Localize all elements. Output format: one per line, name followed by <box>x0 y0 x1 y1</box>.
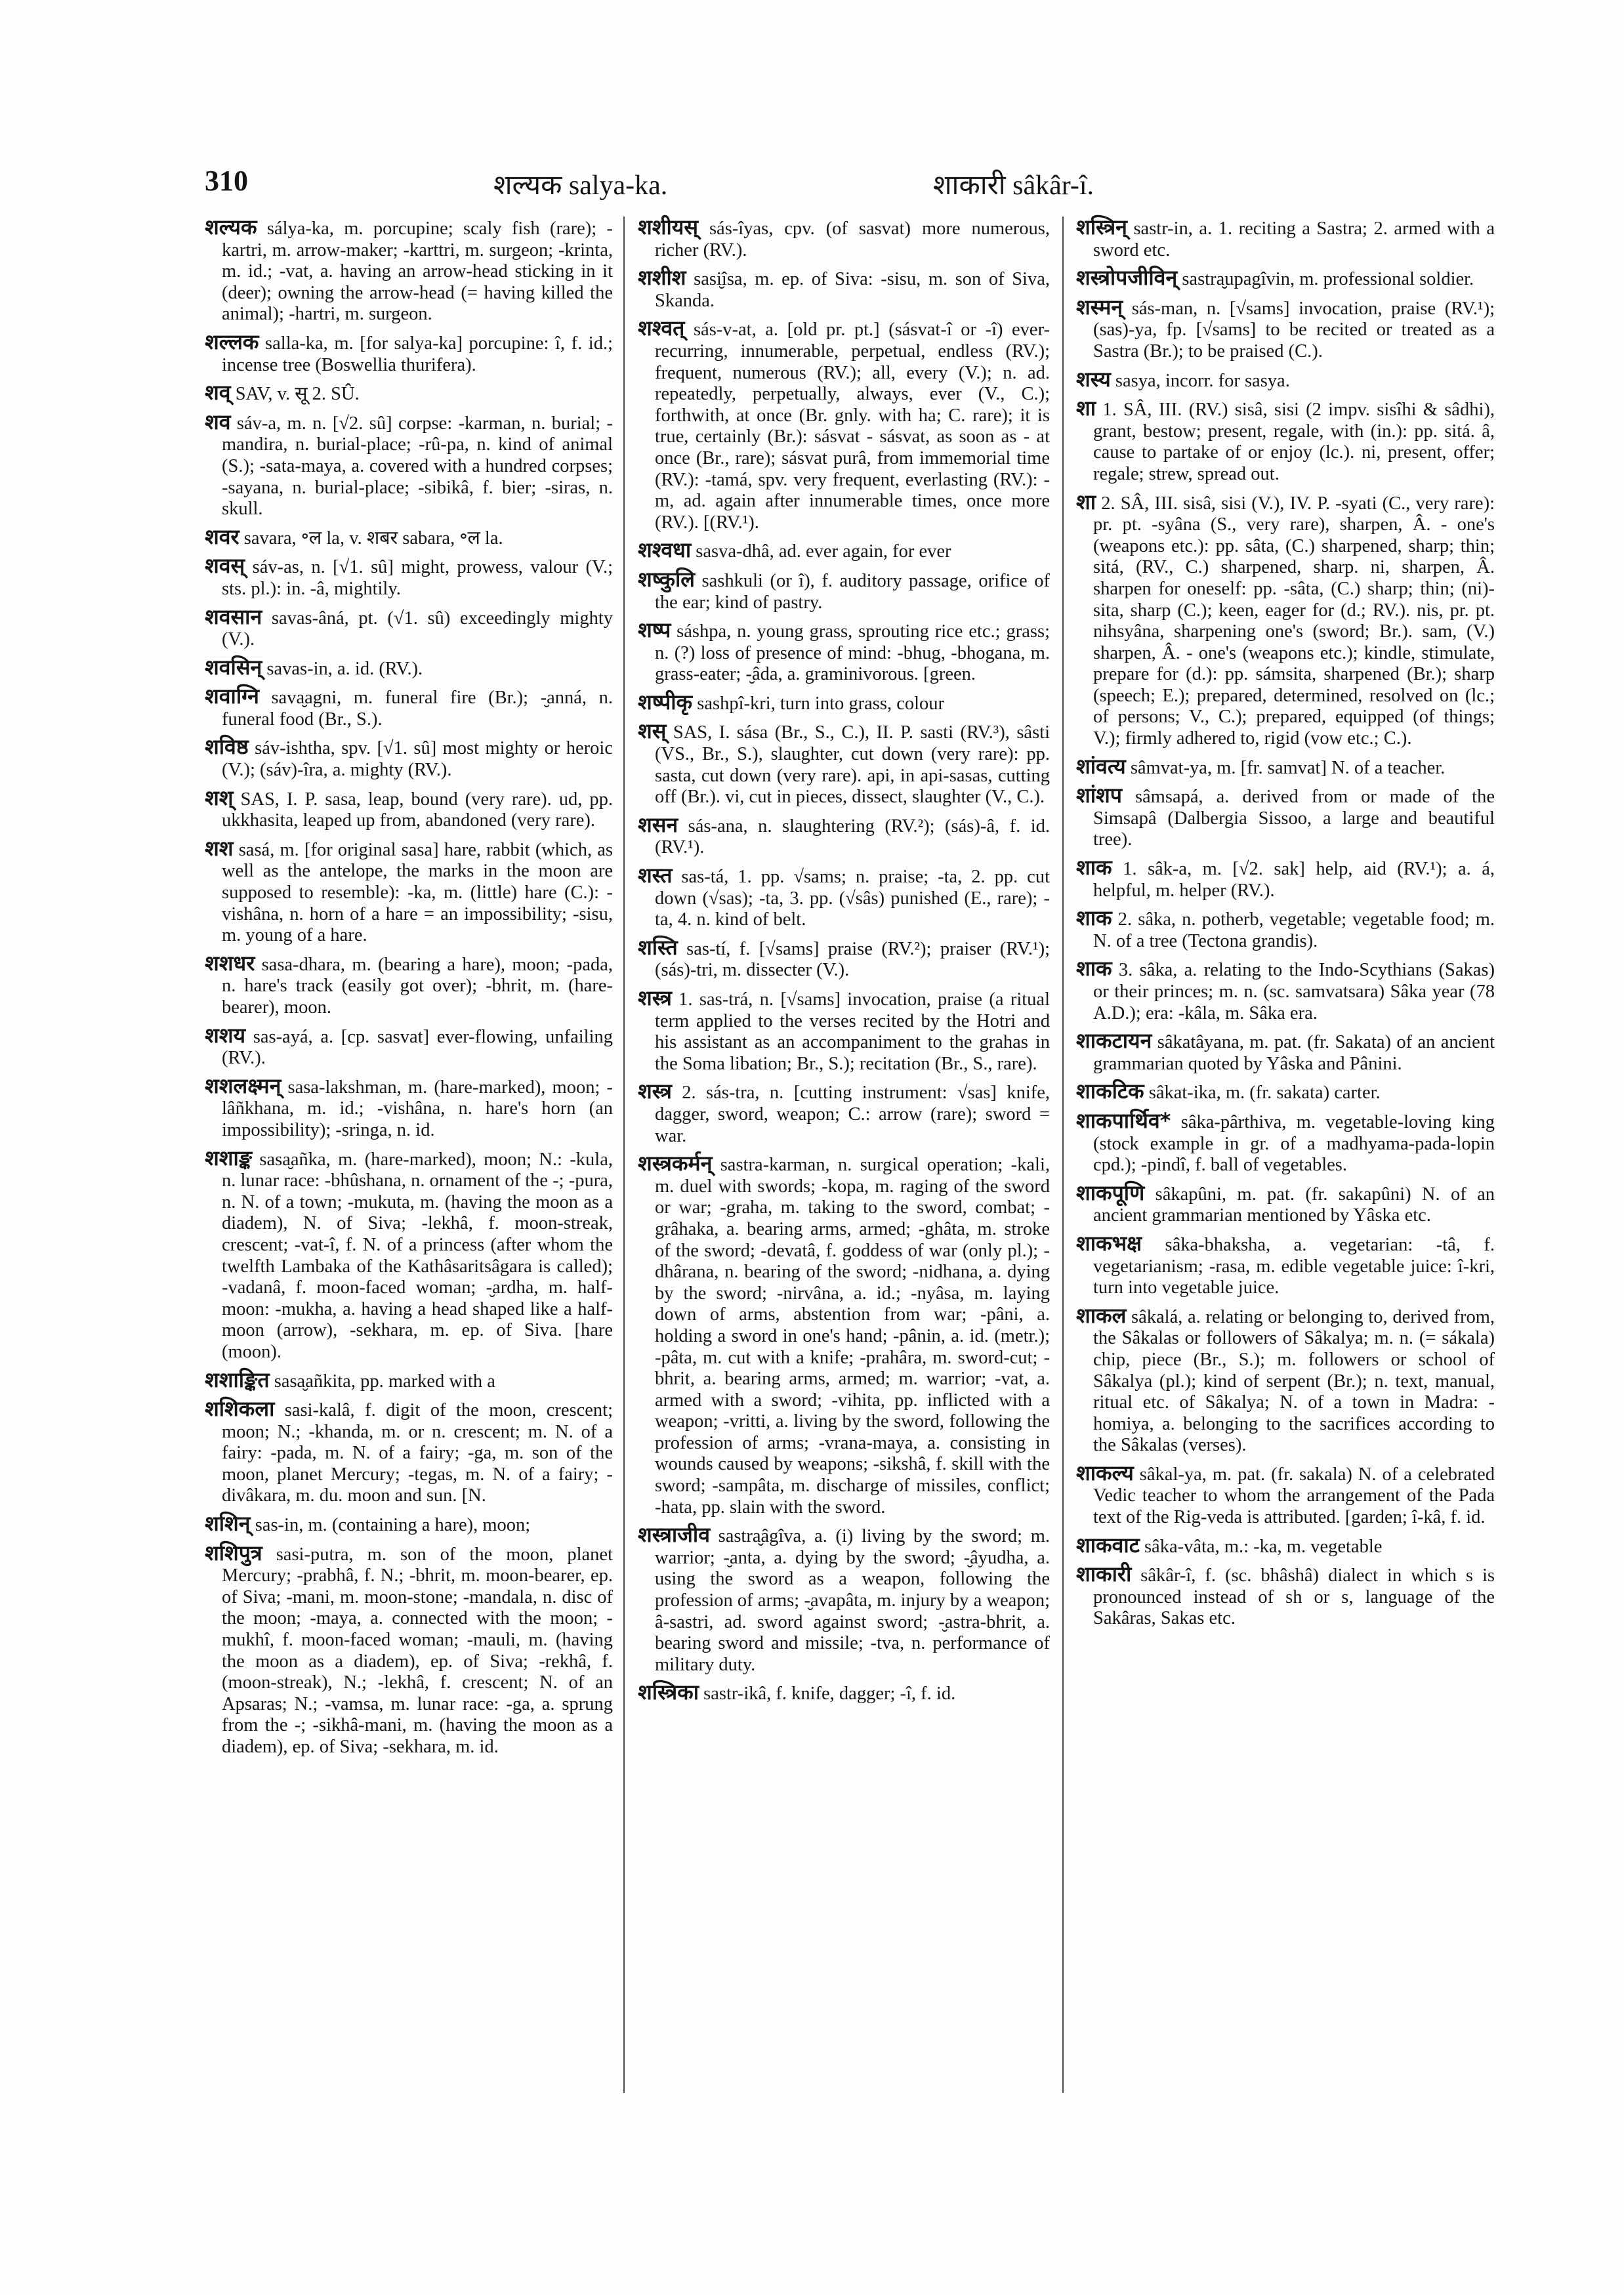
entry-headword: शल्लक <box>205 329 259 354</box>
entry-headword: शविष्ठ <box>205 734 249 760</box>
dictionary-entry <box>638 217 1050 261</box>
entry-headword: शव् <box>205 380 231 405</box>
entry-headword: शाकपार्थिव* <box>1076 1107 1171 1133</box>
dictionary-entry <box>638 539 1050 563</box>
entry-definition: sâkatâyana, m. pat. (fr. Sakata) of an ancient grammarian quoted by Yâska and Pânini. <box>1093 1032 1495 1074</box>
dictionary-entry <box>1076 217 1495 261</box>
dictionary-entry <box>638 267 1050 312</box>
entry-headword: शा <box>1076 396 1096 421</box>
dictionary-entry <box>205 217 613 325</box>
entry-headword: शांशप <box>1076 783 1122 808</box>
dictionary-entry <box>638 720 1050 808</box>
dictionary-entry <box>1076 491 1495 750</box>
entry-definition: sâkat-ika, m. (fr. sakata) carter. <box>1144 1083 1381 1104</box>
entry-definition: sâka-vâta, m.: -ka, m. vegetable <box>1139 1536 1383 1557</box>
entry-definition: 1. sas-trá, n. [√sams] invocation, praise (a ritual term applied to the verses recited by the Hotri and his assistant as an accompaniment to the grahas in the Soma libation; Br., S.); recitation (Br., S., rare). <box>655 989 1050 1074</box>
dictionary-entry <box>1076 1030 1495 1075</box>
entry-headword: शवर <box>205 524 239 549</box>
entry-definition: sâkapûni, m. pat. (fr. sakapûni) N. of an ancient grammarian mentioned by Yâska etc. <box>1093 1184 1495 1226</box>
entry-definition: sasá, m. [for original sasa] hare, rabbit (which, as well as the antelope, the marks in the moon are supposed to resemble): -ka, m. (little) hare (C.): -vishâna, n. horn of a hare = an impossibility; -sisu, m. young of a hare. <box>222 839 613 946</box>
entry-definition: savas-âná, pt. (√1. sû) exceedingly mighty (V.). <box>222 608 613 650</box>
entry-definition: SAV, v. सू 2. SÛ. <box>230 384 360 405</box>
left-running-head: शल्यक salya-ka. <box>493 171 668 201</box>
entry-definition: sas-tí, f. [√sams] praise (RV.²); praiser (RV.¹); (sás)-tri, m. dissecter (V.). <box>655 938 1050 981</box>
entry-headword: शाक <box>1076 905 1112 931</box>
entry-headword: शवसिन् <box>205 654 262 680</box>
entry-definition: sas-tá, 1. pp. √sams; n. praise; -ta, 2. pp. cut down (√sas); -ta, 3. pp. (√sâs) punished (E., rare); -ta, 4. n. kind of belt. <box>655 867 1050 930</box>
right-running-head: शाकारी sâkâr-î. <box>933 171 1094 201</box>
entry-headword: शस्मन् <box>1076 294 1123 320</box>
entry-headword: शस्य <box>1076 366 1111 392</box>
entry-headword: शाक <box>1076 956 1112 982</box>
dictionary-entry <box>1076 1302 1495 1457</box>
entry-definition: 2. sás-tra, n. [cutting instrument: √sas] knife, dagger, sword, weapon; C.: arrow (rare); sword = war. <box>655 1083 1050 1146</box>
entry-definition: sâka-bhaksha, a. vegetarian: -tâ, f. vegetarianism; -rasa, m. edible vegetable juice: î-kri, turn into vegetable juice. <box>1093 1234 1495 1298</box>
dictionary-entry <box>205 411 613 520</box>
dictionary-entry <box>205 950 613 1019</box>
entry-definition: sava̮agni, m. funeral fire (Br.); -̮anná, n. funeral food (Br., S.). <box>222 688 613 730</box>
dictionary-entry <box>1076 267 1495 291</box>
entry-definition: sás-îyas, cpv. (of sasvat) more numerous, richer (RV.). <box>655 218 1050 260</box>
entry-definition: sâkal-ya, m. pat. (fr. sakala) N. of a celebrated Vedic teacher to whom the arrangement of the Pada text of the Rig-veda is attributed. [garden; î-kâ, f. id. <box>1093 1464 1495 1528</box>
entry-definition: sashpî-kri, turn into grass, colour <box>692 693 945 714</box>
entry-headword: शवाग्नि <box>205 684 259 709</box>
entry-headword: शाकटिक <box>1076 1079 1144 1104</box>
dictionary-entry <box>205 835 613 947</box>
entry-definition: sasa̮añka, m. (hare-marked), moon; N.: -kula, n. lunar race: -bhûshana, n. ornament of the -; -pura, n. N. of a town; -mukuta, m. (having the moon as a diadem), N. of Siva; -lekhâ, f. moon-streak, crescent; -vat-î, f. N. of a princess (after whom the twelfth Lambaka of the Kathâsaritsâgara is called); -vadanâ, f. moon-faced woman; -̮ardha, m. half-moon: -mukha, a. having a head shaped like a half-moon (arrow), -sekhara, m. ep. of Siva. [hare (moon). <box>222 1149 613 1362</box>
dictionary-entry <box>638 814 1050 859</box>
dictionary-entry <box>638 619 1050 686</box>
entry-headword: शस्त्रिका <box>638 1680 699 1705</box>
dictionary-column-2 <box>638 217 1050 1711</box>
dictionary-entry <box>1076 958 1495 1024</box>
dictionary-entry <box>1076 1182 1495 1227</box>
entry-headword: शस्त्र <box>638 985 672 1010</box>
entry-headword: शश्वधा <box>638 537 692 563</box>
dictionary-entry <box>638 987 1050 1075</box>
entry-definition: 1. sâk-a, m. [√2. sak] help, aid (RV.¹); a. á, helpful, m. helper (RV.). <box>1093 859 1495 901</box>
dictionary-entry <box>205 1398 613 1507</box>
dictionary-entry <box>638 689 1050 715</box>
entry-headword: शस्त्राजीव <box>638 1522 710 1548</box>
entry-definition: sás-ana, n. slaughtering (RV.²); (sás)-â, f. id. (RV.¹). <box>655 816 1050 858</box>
entry-definition: sasa̮añkita, pp. marked with a <box>269 1371 495 1392</box>
entry-definition: sâmvat-ya, m. [fr. samvat] N. of a teacher. <box>1125 757 1446 778</box>
entry-headword: शशिकला <box>205 1396 275 1422</box>
dictionary-entry <box>205 736 613 781</box>
entry-definition: sastra̮upagîvin, m. professional soldier. <box>1177 269 1474 290</box>
entry-headword: शश्वत् <box>638 316 685 341</box>
entry-definition: 3. sâka, a. relating to the Indo-Scythians (Sakas) or their princes; m. n. (sc. samvatsara) Sâka year (78 A.D.); era: -kâla, m. Sâka era. <box>1093 960 1495 1023</box>
dictionary-entry <box>1076 1107 1495 1176</box>
entry-headword: शष्प <box>638 617 671 643</box>
entry-headword: शशिपुत्र <box>205 1540 262 1565</box>
dictionary-entry <box>1076 1230 1495 1299</box>
entry-headword: शसन <box>638 812 678 837</box>
dictionary-entry <box>205 1075 613 1142</box>
entry-definition: savara, ॰ल la, v. शबर sabara, ॰ल la. <box>239 527 503 548</box>
entry-headword: शशलक्ष्मन् <box>205 1073 281 1098</box>
dictionary-entry <box>1076 366 1495 392</box>
entry-definition: sás-man, n. [√sams] invocation, praise (RV.¹); (sas)-ya, fp. [√sams] to be recited or treated as a Sastra (Br.); to be praised (C.). <box>1093 298 1495 362</box>
entry-definition: SAS, I. P. sasa, leap, bound (very rare). ud, pp. ukkhasita, leaped up from, abandoned (very rare). <box>222 789 613 831</box>
dictionary-entry <box>205 787 613 832</box>
entry-headword: शस्त्रिन् <box>1076 215 1127 239</box>
entry-definition: sashkuli (or î), f. auditory passage, orifice of the ear; kind of pastry. <box>655 570 1050 613</box>
dictionary-entry <box>1076 1081 1495 1104</box>
entry-headword: शव <box>205 409 231 434</box>
entry-headword: शवस् <box>205 553 245 579</box>
entry-definition: sâkalá, a. relating or belonging to, derived from, the Sâkalas or followers of Sâkalya; m. n. (= sákala) chip, piece (Br., S.); m. followers or school of Sâkalya (pl.); kind of serpent (Br.); n. text, manual, ritual etc. of Sâkalya; N. of a town in Madra: -homiya, a. belonging to the sacrifices according to the Sâkalas (verses). <box>1093 1306 1495 1456</box>
dictionary-entry <box>1076 1532 1495 1558</box>
dictionary-entry <box>638 1682 1050 1705</box>
entry-definition: 2. sâka, n. potherb, vegetable; vegetable food; m. N. of a tree (Tectona grandis). <box>1093 909 1495 951</box>
entry-headword: शाकटायन <box>1076 1028 1152 1054</box>
entry-headword: शष्पीकृ <box>638 689 693 714</box>
dictionary-column-1 <box>205 217 613 1764</box>
entry-headword: शाकल <box>1076 1302 1127 1328</box>
dictionary-entry <box>638 865 1050 931</box>
dictionary-entry <box>1076 857 1495 901</box>
entry-definition: sastr-ikâ, f. knife, dagger; -î, f. id. <box>699 1684 956 1705</box>
entry-headword: शाकारी <box>1076 1561 1132 1587</box>
entry-definition: sasa-dhara, m. (bearing a hare), moon; -pada, n. hare's track (easily got over); -bhrit, m. (hare-bearer), moon. <box>222 954 613 1018</box>
entry-definition: savas-in, a. id. (RV.). <box>262 658 423 679</box>
page-number: 310 <box>205 165 248 197</box>
entry-headword: शाकभक्ष <box>1076 1230 1142 1256</box>
running-header <box>205 164 1451 210</box>
entry-headword: शस्त्र <box>638 1079 672 1104</box>
entry-definition: sáshpa, n. young grass, sprouting rice etc.; grass; n. (?) loss of presence of mind: -bhug, -bhogana, m. grass-eater; -̮âda, a. graminivorous. [green. <box>655 621 1050 685</box>
dictionary-entry <box>638 566 1050 613</box>
entry-definition: sâka-pârthiva, m. vegetable-loving king (stock example in gr. of a madhyama-pada-lopin cpd.); -pindî, f. ball of vegetables. <box>1093 1111 1495 1176</box>
entry-definition: sáv-ishtha, spv. [√1. sû] most mighty or heroic (V.); (sáv)-îra, a. mighty (RV.). <box>222 738 613 781</box>
entry-definition: sáv-a, m. n. [√2. sû] corpse: -karman, n. burial; -mandira, n. burial-place; -rû-pa, n. kind of animal (S.); -sata-maya, a. covered with a hundred corpses; -sayana, n. burial-place; -sibikâ, f. bier; -siras, n. skull. <box>222 413 613 520</box>
entry-definition: sastr-in, a. 1. reciting a Sastra; 2. armed with a sword etc. <box>1093 218 1495 260</box>
entry-headword: शवसान <box>205 604 262 629</box>
entry-headword: शा <box>1076 489 1096 514</box>
entry-headword: शाकवाट <box>1076 1532 1140 1558</box>
entry-definition: sâmsapá, a. derived from or made of the Simsapâ (Dalbergia Sissoo, a large and beautiful tree). <box>1093 787 1495 850</box>
dictionary-entry <box>205 526 613 550</box>
entry-definition: sasya, incorr. for sasya. <box>1110 370 1290 391</box>
entry-headword: शशय <box>205 1022 246 1048</box>
entry-definition: sasi̮îsa, m. ep. of Siva: -sisu, m. son of Siva, Skanda. <box>655 269 1050 311</box>
entry-headword: शष्कुलि <box>638 566 695 592</box>
dictionary-entry <box>205 1369 613 1393</box>
dictionary-entry <box>205 1022 613 1069</box>
entry-definition: salla-ka, m. [for salya-ka] porcupine: î, f. id.; incense tree (Boswellia thurifera). <box>222 333 613 375</box>
entry-definition: sastra-karman, n. surgical operation; -kali, m. duel with swords; -kopa, m. raging of the sword or war; -graha, m. taking to the sword, combat; -grâhaka, a. bearing arms, armed; -ghâta, m. stroke of the sword; -devatâ, f. goddess of war (only pl.); -dhârana, n. bearing of the sword; -nidhana, a. dying by the sword; -nirvâna, a. id.; -nyâsa, m. laying down of arms, abstention from war; -pâni, a. holding a sword in one's hand; -pânin, a. id. (metr.); -pâta, m. cut with a knife; -prahâra, m. sword-cut; -bhrit, a. bearing arms, armed; m. warrior; -vat, a. armed with a sword; -vihita, pp. inflicted with a weapon; -vritti, a. living by the sword, following the profession of arms; -vrana-maya, a. consisting in wounds caused by weapons; -sikshâ, f. skill with the sword; -sampâta, m. discharge of missiles, conflict; -hata, pp. slain with the sword. <box>655 1155 1050 1518</box>
entry-headword: शांवत्य <box>1076 753 1126 779</box>
entry-headword: शल्यक <box>205 215 257 239</box>
entry-definition: sâkâr-î, f. (sc. bhâshâ) dialect in which s is pronounced instead of sh or s, language of the Sakâras, Sakas etc. <box>1093 1565 1495 1629</box>
dictionary-entry <box>205 382 613 405</box>
dictionary-entry <box>205 686 613 730</box>
dictionary-entry <box>1076 785 1495 851</box>
dictionary-column-3 <box>1076 217 1495 1636</box>
entry-headword: शाक <box>1076 855 1112 880</box>
entry-definition: sasva-dhâ, ad. ever again, for ever <box>691 541 951 562</box>
entry-headword: शस्त्रोपजीविन् <box>1076 265 1178 291</box>
column-divider <box>623 217 625 2093</box>
entry-headword: शशीयस् <box>638 215 699 239</box>
dictionary-entry <box>1076 294 1495 363</box>
entry-definition: sasa-lakshman, m. (hare-marked), moon; -lâñkhana, m. id.; -vishâna, n. hare's horn (an impossibility); -sringa, n. id. <box>222 1077 613 1140</box>
entry-definition: sáv-as, n. [√1. sû] might, prowess, valour (V.; sts. pl.): in. -â, mightily. <box>222 557 613 599</box>
entry-definition: sás-v-at, a. [old pr. pt.] (sásvat-î or -î) ever-recurring, innumerable, perpetual, endless (RV.); frequent, numerous (RV.); all, every (V.); n. ad. repeatedly, perpetually, always, ever (V., C.); forthwith, at once (Br. gnly. with ha; C. rare); it is true, certainly (Br.): sásvat - sásvat, as soon as - at once (Br., rare); sásvat purâ, from immemorial time (RV.): -tamá, spv. very frequent, everlasting (RV.): -m, ad. again after innumerable times, once more (RV.). [(RV.¹). <box>655 320 1050 533</box>
dictionary-entry <box>638 1153 1050 1518</box>
dictionary-entry <box>205 555 613 600</box>
entry-definition: sálya-ka, m. porcupine; scaly fish (rare); -kartri, m. arrow-maker; -karttri, m. surgeon; -krinta, m. id.; -vat, a. having an arrow-head sticking in it (deer); owning the arrow-head (= having killed the animal); -hartri, m. surgeon. <box>222 218 613 325</box>
dictionary-entry <box>205 1542 613 1758</box>
dictionary-entry <box>638 934 1050 982</box>
entry-headword: शस्त <box>638 863 673 888</box>
entry-definition: sasi-putra, m. son of the moon, planet Mercury; -prabhâ, f. N.; -bhrit, m. moon-bearer, ep. of Siva; -mani, m. moon-stone; -mandala, n. disc of the moon; -maya, a. connected with the moon; -mukhî, f. moon-faced woman; -mauli, m. (having the moon as a diadem), ep. of Siva; -rekhâ, f. (moon-streak), N.; -lekhâ, f. crescent; N. of an Apsaras; N.; -vamsa, m. lunar race: -ga, a. sprung from the -; -sikhâ-mani, m. (having the moon as a diadem), ep. of Siva; -sekhara, m. id. <box>222 1544 613 1757</box>
entry-definition: sas-in, m. (containing a hare), moon; <box>250 1515 531 1536</box>
dictionary-entry <box>205 331 613 376</box>
entry-headword: शशधर <box>205 950 255 976</box>
entry-headword: शश् <box>205 785 234 810</box>
entry-headword: शस्ति <box>638 934 678 960</box>
entry-headword: शशिन् <box>205 1511 251 1537</box>
entry-headword: शशाङ्क <box>205 1145 253 1170</box>
dictionary-entry <box>1076 907 1495 952</box>
entry-definition: sasi-kalâ, f. digit of the moon, crescent; moon; N.; -khanda, m. or n. crescent; m. N. of a fairy: -pada, m. N. of a fairy; -ga, m. son of the moon, planet Mercury; -tegas, m. N. of a fairy; -divâkara, m. du. moon and sun. [N. <box>222 1400 613 1506</box>
column-divider <box>1062 217 1064 2093</box>
entry-definition: SAS, I. sása (Br., S., C.), II. P. sasti (RV.³), sâsti (VS., Br., S.), slaughter, cut down (very rare): pp. sasta, cut down (very rare). api, in api-sasas, cutting off (Br.). vi, cut in pieces, dissect, slaughter (V., C.). <box>655 722 1050 808</box>
dictionary-entry <box>205 606 613 651</box>
entry-headword: शस् <box>638 718 667 744</box>
dictionary-entry <box>638 1524 1050 1676</box>
entry-definition: sas-ayá, a. [cp. sasvat] ever-flowing, unfailing (RV.). <box>222 1026 613 1069</box>
entry-definition: 1. SÂ, III. (RV.) sisâ, sisi (2 impv. sisîhi & sâdhi), grant, bestow; present, regale, with (in.): pp. sitá. â, cause to partake of or enjoy (lc.). ni, present, offer; regale; strew, spread out. <box>1093 400 1495 484</box>
entry-headword: शाकपूणि <box>1076 1180 1145 1205</box>
dictionary-entry <box>1076 753 1495 779</box>
dictionary-entry <box>205 1513 613 1537</box>
dictionary-entry <box>205 1145 613 1363</box>
dictionary-entry <box>638 318 1050 533</box>
entry-definition: 2. SÂ, III. sisâ, sisi (V.), IV. P. -syati (C., very rare): pr. pt. -syâna (S., very rare), sharpen, Â. - one's (weapons etc.): pp. sâta, (C.) sharpened, sharp; thin; sitá, (RV., C.) sharpened, sharp. ni, sharpen, Â. sharpen for oneself: pp. -sâta, (C.) sharp; thin; (ni)-sita, sharp (C.); keen, eager for (d.; RV.). nis, pr. pt. nihsyâna, sharpening one's (sword; Br.). sam, (V.) sharpen, Â. - one's (weapons etc.); kindle, stimulate, prepare for (d.): pp. sámsita, sharpened (Br.); sharp (speech; E.); prepared, determined, resolved on (lc.; of persons; V., C.); prepared, equipped (of things; V.); firmly adhered to, rigid (vow etc.; C.). <box>1093 493 1495 749</box>
dictionary-entry <box>638 1081 1050 1147</box>
dictionary-entry <box>1076 1462 1495 1529</box>
entry-headword: शाकल्य <box>1076 1460 1134 1485</box>
dictionary-entry <box>205 654 613 680</box>
entry-headword: शशीश <box>638 265 686 291</box>
dictionary-entry <box>1076 398 1495 485</box>
entry-headword: शश <box>205 835 234 861</box>
entry-headword: शस्त्रकर्मन् <box>638 1151 713 1176</box>
dictionary-entry <box>1076 1563 1495 1630</box>
entry-headword: शशाङ्कित <box>205 1367 270 1392</box>
entry-definition: sastra̮âgîva, a. (i) living by the sword; m. warrior; -̮anta, a. dying by the sword; -̮âyudha, a. using the sword as a weapon, following the profession of arms; -̮avapâta, m. injury by a weapon; â-sastri, ad. sword against sword; -̮astra-bhrit, a. bearing sword and missile; -tva, n. performance of military duty. <box>655 1526 1050 1675</box>
